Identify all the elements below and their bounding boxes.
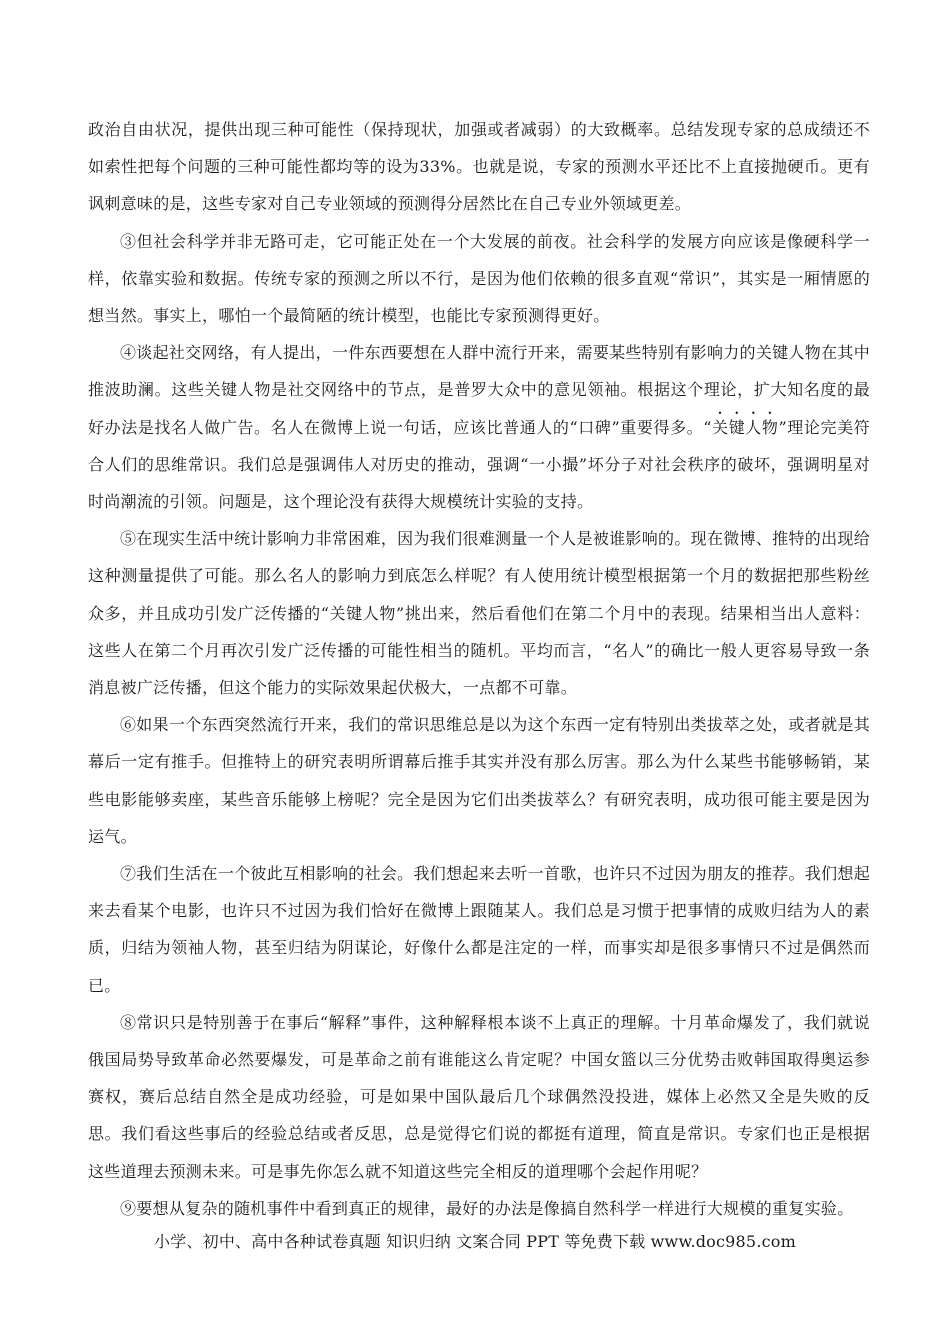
emphasized-term: 关键人物	[711, 417, 779, 437]
paragraph-4	[88, 334, 870, 520]
paragraph-7: ⑦我们生活在一个彼此互相影响的社会。我们想起来去听一首歌，也许只不过因为朋友的推荐。我们想起来去看某个电影，也许只不过因为我们恰好在微博上跟随某人。我们总是习惯于把事情的成败归结为人的素质，归结为领袖人物，甚至归结为阴谋论，好像什么都是注定的一样，而事实却是很多事情只不过是偶然而已。	[88, 864, 870, 995]
paragraph-continuation: 政治自由状况，提供出现三种可能性（保持现状，加强或者减弱）的大致概率。总结发现专家的总成绩还不如索性把每个问题的三种可能性都均等的设为33%。也就是说，专家的预测水平还比不上直接抛硬币。更有讽刺意味的是，这些专家对自己专业领域的预测得分居然比在自己专业外领域更差。	[88, 120, 870, 214]
paragraph-8: ⑧常识只是特别善于在事后“解释”事件，这种解释根本谈不上真正的理解。十月革命爆发了，我们就说俄国局势导致革命必然要爆发，可是革命之前有谁能这么肯定呢？中国女篮以三分优势击败韩国取得奥运参赛权，赛后总结自然全是成功经验，可是如果中国队最后几个球偶然没投进，媒体上必然又全是失败的反思。我们看这些事后的经验总结或者反思，总是觉得它们说的都挺有道理，简直是常识。专家们也正是根据这些道理去预测未来。可是事先你怎么就不知道这些完全相反的道理哪个会起作用呢？	[88, 1012, 870, 1181]
footer-watermark-text: 小学、初中、高中各种试卷真题 知识归纳 文案合同 PPT 等免费下载 www.doc985.com	[154, 1232, 796, 1251]
paragraph-6: ⑥如果一个东西突然流行开来，我们的常识思维总是以为这个东西一定有特别出类拔萃之处，或者就是其幕后一定有推手。但推特上的研究表明所谓幕后推手其实并没有那么厉害。那么为什么某些书能够畅销，某些电影能够卖座，某些音乐能够上榜呢？完全是因为它们出类拔萃么？有研究表明，成功很可能主要是因为运气。	[88, 715, 870, 846]
paragraph-4-part-1: ④谈起社交网络，有人提出，一件东西要想在人群中流行开来，需要某些特别有影响力的关键人物在其中推波助澜。这些关键人物是社交网络中的节点，是普罗大众中的意见领袖。根据这个理论，扩大知名度的最好办法是找名人做广告。名人在微博上说一句话，应该比普通人的“口碑”重要得多。“	[88, 343, 870, 437]
paragraph-4-part-2: ”理论完美符合人们的思维常识。我们总是强调伟人对历史的推动，强调“一小撮”坏分子对社会秩序的破坏，强调明星对时尚潮流的引领。问题是，这个理论没有获得大规模统计实验的支持。	[88, 417, 870, 512]
paragraph-9: ⑨要想从复杂的随机事件中看到真正的规律，最好的办法是像搞自然科学一样进行大规模的重复实验。	[120, 1198, 854, 1218]
paragraph-5: ⑤在现实生活中统计影响力非常困难，因为我们很难测量一个人是被谁影响的。现在微博、推特的出现给这种测量提供了可能。那么名人的影响力到底怎么样呢？有人使用统计模型根据第一个月的数据把那些粉丝众多，并且成功引发广泛传播的“关键人物”挑出来，然后看他们在第二个月中的表现。结果相当出人意料：这些人在第二个月再次引发广泛传播的可能性相当的随机。平均而言，“名人”的确比一般人更容易导致一条消息被广泛传播，但这个能力的实际效果起伏极大，一点都不可靠。	[88, 529, 870, 698]
document-body	[88, 111, 870, 1227]
paragraph-3: ③但社会科学并非无路可走，它可能正处在一个大发展的前夜。社会科学的发展方向应该是像硬科学一样，依靠实验和数据。传统专家的预测之所以不行，是因为他们依赖的很多直观“常识”，其实是一厢情愿的想当然。事实上，哪怕一个最简陋的统计模型，也能比专家预测得更好。	[88, 231, 870, 326]
